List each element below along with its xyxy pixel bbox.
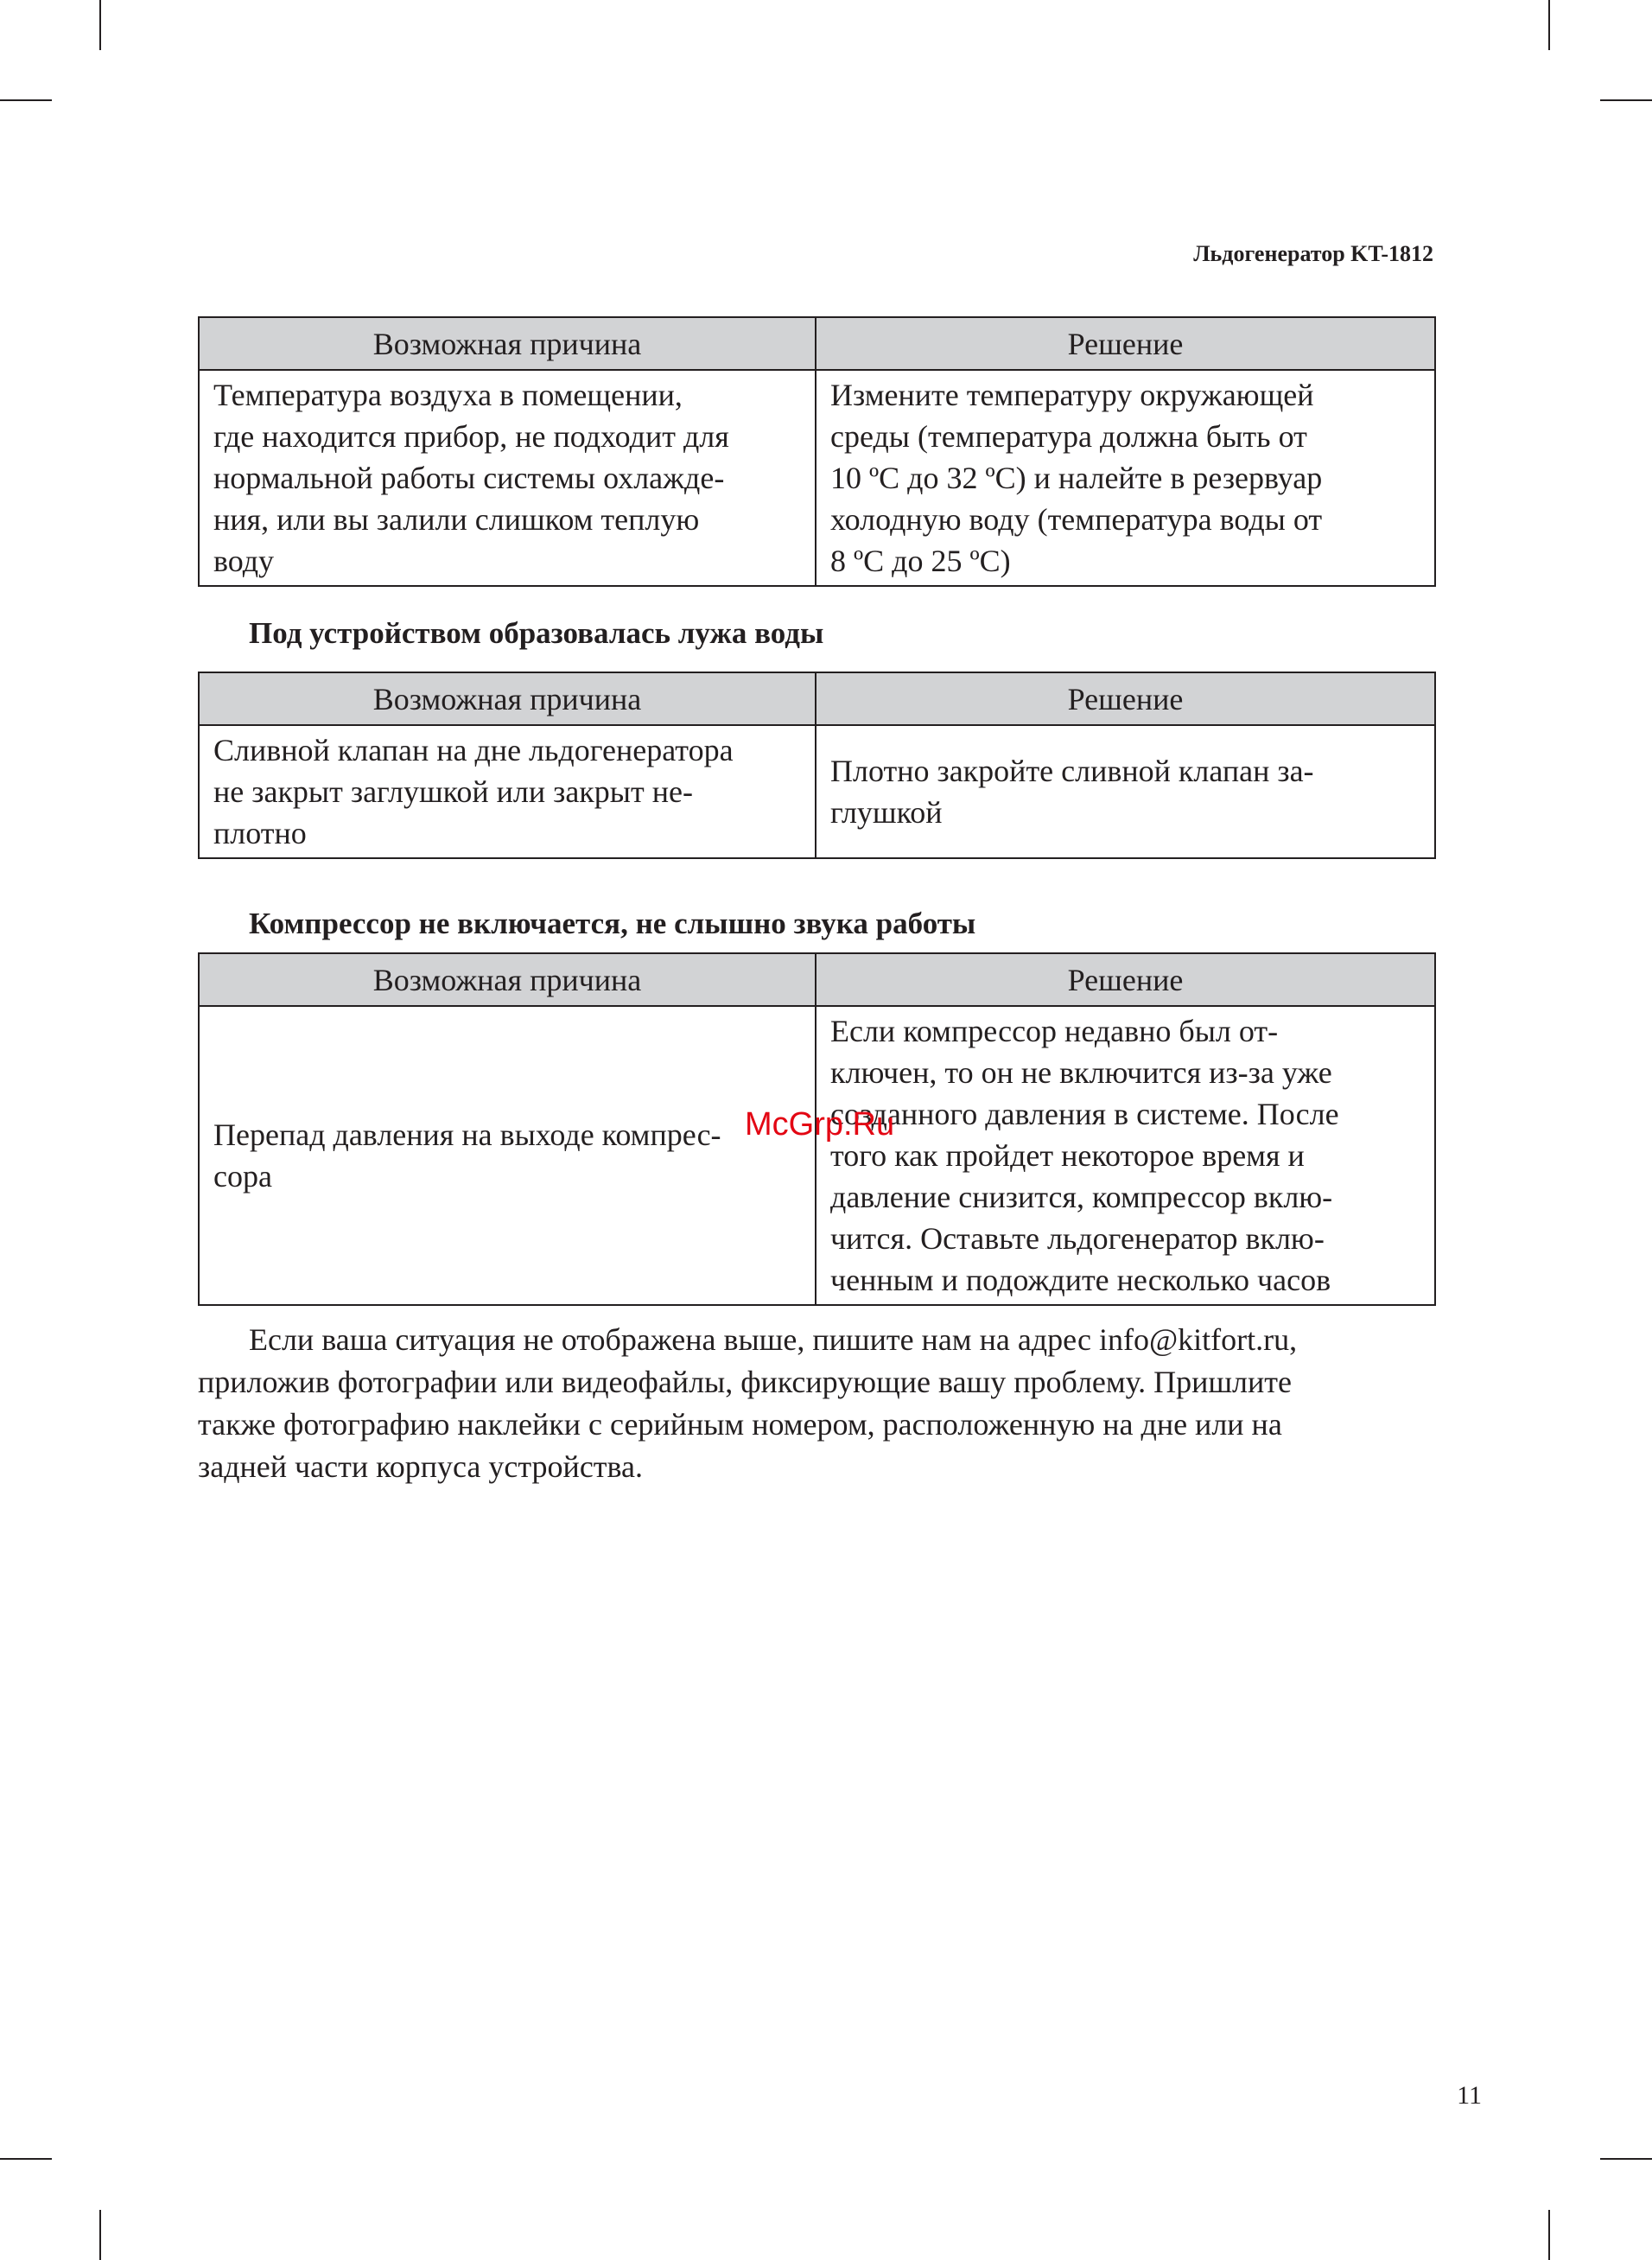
crop-mark: [0, 99, 52, 101]
crop-mark: [1600, 99, 1652, 101]
text-line: того как пройдет некоторое время и: [830, 1138, 1305, 1173]
cause-cell: [199, 725, 816, 858]
text-line: холодную воду (температура воды от: [830, 502, 1323, 537]
table-header-row: [199, 317, 1435, 370]
solution-cell: [816, 725, 1435, 858]
text-line: Температура воздуха в помещении,: [213, 378, 683, 412]
page-number: 11: [1457, 2081, 1482, 2110]
text-line: 10 ºC до 32 ºC) и налейте в резервуар: [830, 461, 1323, 495]
text-line: ключен, то он не включится из-за уже: [830, 1055, 1332, 1090]
text-line: Измените температуру окружающей: [830, 378, 1314, 412]
text-line: 8 ºC до 25 ºC): [830, 544, 1011, 578]
text-line: задней части корпуса устройства.: [198, 1449, 644, 1484]
cause-cell: [199, 370, 816, 586]
crop-mark: [1600, 2158, 1652, 2160]
text-line: Перепад давления на выходе компрес-: [213, 1117, 721, 1152]
table-row: [199, 1006, 1435, 1305]
crop-mark: [99, 0, 101, 50]
solution-column-header: Решение: [816, 317, 1435, 370]
crop-mark: [0, 2158, 52, 2160]
troubleshooting-table-2: [198, 672, 1436, 859]
watermark: McGrp.Ru: [745, 1106, 895, 1143]
text-line: воду: [213, 544, 275, 578]
troubleshooting-table-1: [198, 316, 1436, 587]
cause-column-header: Возможная причина: [199, 953, 816, 1006]
text-line: нормальной работы системы охлажде-: [213, 461, 725, 495]
text-line: Если компрессор недавно был от-: [830, 1014, 1279, 1048]
crop-mark: [99, 2210, 101, 2260]
text-line: Сливной клапан на дне льдогенератора: [213, 733, 734, 767]
cause-column-header: Возможная причина: [199, 317, 816, 370]
text-line: плотно: [213, 816, 307, 850]
text-line: Если ваша ситуация не отображена выше, пишите нам на адрес info@kitfort.ru,: [249, 1322, 1298, 1357]
crop-mark: [1548, 2210, 1550, 2260]
solution-cell: [816, 1006, 1435, 1305]
running-header: Льдогенератор KT-1812: [1193, 241, 1433, 266]
text-line: сора: [213, 1159, 272, 1194]
section-title: Под устройством образовалась лужа воды: [249, 616, 824, 650]
solution-column-header: Решение: [816, 953, 1435, 1006]
text-line: где находится прибор, не подходит для: [213, 419, 729, 454]
table-row: [199, 370, 1435, 586]
cause-cell: [199, 1006, 816, 1305]
section-title: Компрессор не включается, не слышно звука работы: [249, 907, 976, 940]
text-line: давление снизится, компрессор вклю-: [830, 1180, 1333, 1214]
table-row: [199, 725, 1435, 858]
table-header-row: [199, 672, 1435, 725]
text-line: не закрыт заглушкой или закрыт не-: [213, 774, 693, 809]
text-line: чится. Оставьте льдогенератор вклю-: [830, 1221, 1325, 1256]
text-line: глушкой: [830, 795, 943, 830]
cause-column-header: Возможная причина: [199, 672, 816, 725]
solution-column-header: Решение: [816, 672, 1435, 725]
table-header-row: [199, 953, 1435, 1006]
text-line: Плотно закройте сливной клапан за-: [830, 754, 1314, 788]
solution-cell: [816, 370, 1435, 586]
text-line: среды (температура должна быть от: [830, 419, 1307, 454]
text-line: ния, или вы залили слишком теплую: [213, 502, 700, 537]
text-line: также фотографию наклейки с серийным номером, расположенную на дне или на: [198, 1407, 1282, 1442]
text-line: приложив фотографии или видеофайлы, фиксирующие вашу проблему. Пришлите: [198, 1365, 1292, 1399]
crop-mark: [1548, 0, 1550, 50]
text-line: ченным и подождите несколько часов: [830, 1263, 1331, 1297]
text-line: созданного давления в системе. После: [830, 1097, 1339, 1131]
contact-paragraph: [198, 1319, 1442, 1488]
